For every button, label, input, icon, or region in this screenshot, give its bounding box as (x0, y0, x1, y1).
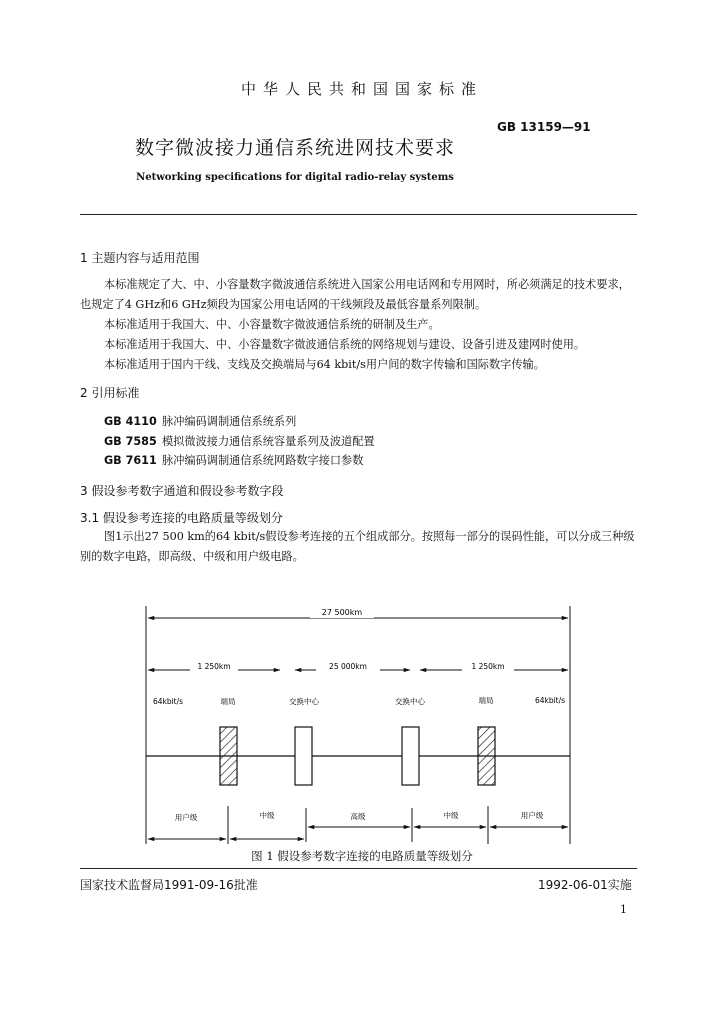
reference-title: 脉冲编码调制通信系统系列 (162, 415, 297, 428)
reference-title: 模拟微波接力通信系统容量系列及波道配置 (162, 435, 375, 448)
segment-left-label: 1 250km (197, 662, 231, 671)
reference-code: GB 7585 (104, 435, 157, 448)
section-1-heading: 1 主题内容与适用范围 (80, 251, 200, 265)
segment-mid-label: 25 000km (329, 662, 367, 671)
section-1-paragraph: 本标准适用于国内干线、支线及交换端局与64 kbit/s用户间的数字传输和国际数字传输。 (104, 358, 545, 371)
approval-date: 国家技术监督局1991-09-16批准 (80, 878, 258, 892)
section-3-paragraph: 图1示出27 500 km的64 kbit/s假设参考连接的五个组成部分。按照每一部分的误码性能，可以分成三种级别的数字电路，即高级、中级和用户级电路。 (80, 530, 635, 563)
reference-code: GB 7611 (104, 454, 157, 467)
node-label-2: 交换中心 (289, 697, 319, 706)
end-office-node (478, 727, 495, 785)
grade-label-1: 用户级 (174, 813, 198, 822)
reference-title: 脉冲编码调制通信系统网路数字接口参数 (162, 454, 364, 467)
total-length-label: 27 500km (321, 608, 363, 617)
reference-item (104, 433, 375, 449)
section-3-heading: 3 假设参考数字通道和假设参考数字段 (80, 484, 284, 498)
switching-center-node (402, 727, 419, 785)
node-label-4: 端局 (478, 696, 494, 705)
end-left-label: 64kbit/s (152, 697, 184, 706)
grade-label-2: 中级 (259, 811, 275, 820)
reference-code: GB 4110 (104, 415, 157, 428)
section-2-heading: 2 引用标准 (80, 386, 140, 400)
document-title-en: Networking specifications for digital radio-relay systems (136, 172, 454, 183)
effective-date: 1992-06-01实施 (538, 878, 632, 892)
reference-connection-diagram (120, 596, 600, 846)
reference-item (104, 413, 296, 429)
standard-organization: 中华人民共和国国家标准 (240, 80, 483, 98)
grade-label-5: 用户级 (520, 811, 544, 820)
standard-number: GB 13159—91 (497, 120, 591, 134)
section-1-paragraph: 本标准适用于我国大、中、小容量数字微波通信系统的网络规划与建设、设备引进及建网时使用。 (104, 338, 586, 351)
end-right-label: 64kbit/s (534, 696, 566, 705)
page-number: 1 (620, 903, 627, 916)
section-3-1-heading: 3.1 假设参考连接的电路质量等级划分 (80, 511, 283, 525)
node-label-1: 端局 (220, 697, 236, 706)
footer-divider (80, 868, 637, 869)
section-1-paragraph: 本标准规定了大、中、小容量数字微波通信系统进入国家公用电话网和专用网时，所必须满足的技术要求，也规定了4 GHz和6 GHz频段为国家公用电话网的干线频段及最低容量系列限制。 (80, 278, 630, 311)
grade-label-3: 高级 (350, 812, 366, 821)
figure-caption: 图 1 假设参考数字连接的电路质量等级划分 (251, 849, 473, 863)
end-office-node (220, 727, 237, 785)
section-1-paragraph: 本标准适用于我国大、中、小容量数字微波通信系统的研制及生产。 (104, 318, 440, 331)
document-title-zh: 数字微波接力通信系统进网技术要求 (134, 137, 455, 159)
segment-right-label: 1 250km (471, 662, 505, 671)
node-label-3: 交换中心 (395, 697, 425, 706)
grade-label-4: 中级 (443, 811, 459, 820)
switching-center-node (295, 727, 312, 785)
header-divider (80, 214, 637, 215)
reference-item (104, 452, 363, 468)
